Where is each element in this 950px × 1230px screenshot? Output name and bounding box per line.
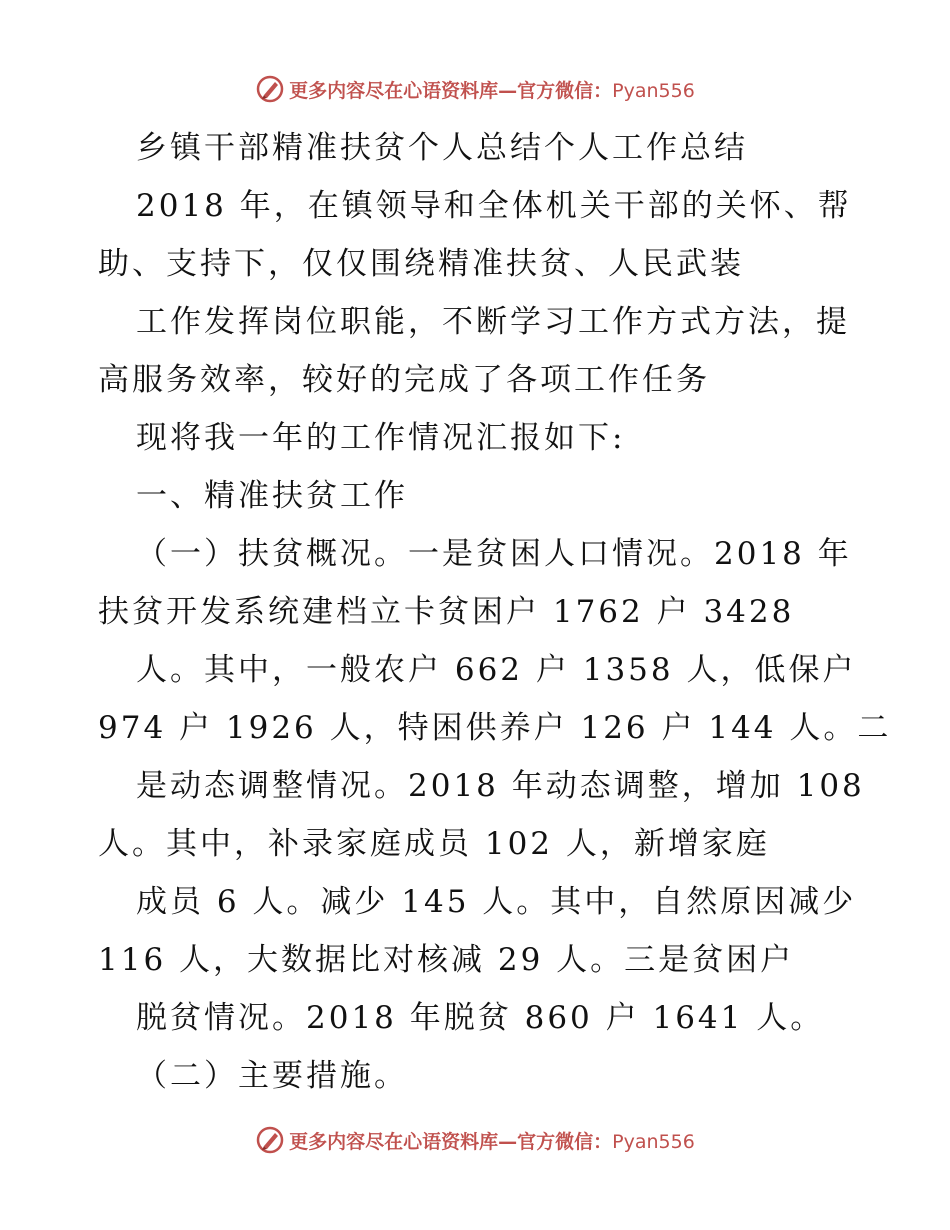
watermark-text: 更多内容尽在心语资料库—官方微信：Pyan556 (289, 1130, 695, 1153)
section-heading: 一、精准扶贫工作 (136, 478, 408, 514)
text-line: 成员 6 人。减少 145 人。其中，自然原因减少 (136, 884, 857, 920)
watermark-text: 更多内容尽在心语资料库—官方微信：Pyan556 (289, 79, 695, 102)
text-line: 助、支持下，仅仅围绕精准扶贫、人民武装 (98, 246, 744, 282)
subsection-heading: （二）主要措施。 (136, 1058, 408, 1094)
text-line: 是动态调整情况。2018 年动态调整，增加 108 (136, 768, 865, 804)
text-line: 高服务效率，较好的完成了各项工作任务 (98, 362, 710, 398)
text-line: 2018 年，在镇领导和全体机关干部的关怀、帮 (136, 188, 852, 224)
text-line: （一）扶贫概况。一是贫困人口情况。2018 年 (136, 536, 852, 572)
watermark-footer (0, 1123, 950, 1157)
text-line: 人。其中，一般农户 662 户 1358 人，低保户 (136, 652, 857, 688)
text-line: 扶贫开发系统建档立卡贫困户 1762 户 3428 (98, 594, 795, 630)
document-title: 乡镇干部精准扶贫个人总结个人工作总结 (136, 130, 748, 166)
watermark-wechat-id: Pyan556 (612, 79, 695, 102)
watermark-header (0, 72, 950, 106)
text-line: 974 户 1926 人，特困供养户 126 户 144 人。二 (98, 710, 892, 746)
watermark-wechat-id: Pyan556 (612, 1130, 695, 1153)
text-line: 工作发挥岗位职能，不断学习工作方式方法，提 (136, 304, 850, 340)
pen-logo-icon (255, 1125, 285, 1155)
text-line: 116 人，大数据比对核减 29 人。三是贫困户 (98, 942, 795, 978)
text-line: 脱贫情况。2018 年脱贫 860 户 1641 人。 (136, 1000, 825, 1036)
text-line: 现将我一年的工作情况汇报如下: (136, 420, 626, 456)
text-line: 人。其中，补录家庭成员 102 人，新增家庭 (98, 826, 770, 862)
pen-logo-icon (255, 74, 285, 104)
